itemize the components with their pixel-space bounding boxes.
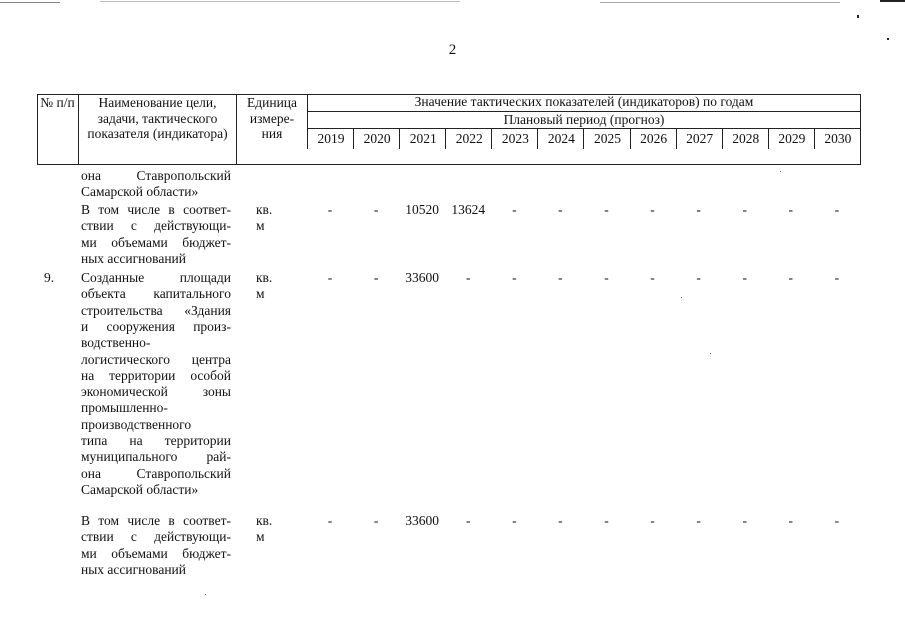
row-value: -	[742, 202, 747, 217]
scan-speck	[681, 297, 682, 298]
row-name-line: ми объемами бюджет-	[81, 234, 231, 250]
row-name-line: логистического центра	[81, 351, 231, 367]
row-unit: кв. м	[256, 513, 273, 545]
row-name-line: и сооружения произ-	[81, 318, 231, 334]
scan-edge-line	[0, 2, 60, 3]
row-value: -	[558, 270, 563, 285]
row-value: -	[696, 202, 701, 217]
row-value: -	[512, 270, 517, 285]
row-value: -	[327, 270, 333, 285]
row-name-line: ствии с действующи-	[81, 529, 231, 545]
row-value: -	[604, 270, 609, 285]
row-value: -	[465, 513, 471, 528]
row-value: -	[696, 513, 701, 528]
header-year: 2023	[491, 128, 538, 149]
row-value: -	[604, 513, 609, 528]
row-value: -	[373, 513, 379, 528]
row-value: -	[327, 513, 333, 528]
row-value: -	[834, 202, 840, 217]
row-value: -	[465, 270, 471, 285]
row-value: -	[788, 202, 794, 217]
header-year: 2019	[307, 128, 354, 149]
scan-speck	[710, 353, 711, 354]
header-values-group: Значение тактических показателей (индикаторов) по годам	[307, 94, 860, 111]
header-year: 2024	[537, 128, 584, 149]
row-name-line: муниципального рай-	[81, 449, 231, 465]
row-name-line: ных ассигнований	[81, 561, 186, 577]
header-period: Плановый период (прогноз)	[307, 111, 860, 128]
scan-corner-mark	[887, 38, 889, 40]
row-value: -	[512, 202, 517, 217]
scan-edge-line	[600, 2, 840, 3]
row-name-line: ми объемами бюджет-	[81, 545, 231, 561]
row-name-line: Самарской области»	[81, 481, 199, 497]
row-value: -	[327, 202, 333, 217]
row-name-line: объекта капитального	[81, 286, 231, 302]
row-value: -	[650, 513, 655, 528]
row-name-line: ствии с действующи-	[81, 218, 231, 234]
row-name-line: В том числе в соответ-	[81, 513, 231, 528]
row-value: 33600	[405, 270, 440, 285]
row-unit: кв. м	[256, 202, 273, 234]
header-year: 2026	[630, 128, 677, 149]
row-value: 10520	[405, 202, 440, 217]
row-value: -	[512, 513, 517, 528]
table-header	[37, 94, 861, 165]
scan-corner-mark	[880, 0, 905, 2]
page-number: 2	[448, 42, 457, 58]
scan-corner-mark	[857, 15, 859, 18]
row-value: -	[788, 270, 794, 285]
row-name-line: В том числе в соответ-	[81, 202, 231, 217]
row-value: -	[696, 270, 701, 285]
row-value: 33600	[405, 513, 440, 528]
header-unit: Единица измере-ния	[236, 94, 307, 164]
row-name-line: ных ассигнований	[81, 250, 186, 266]
row-name-line: экономической зоны	[81, 384, 231, 400]
header-year: 2030	[814, 128, 861, 149]
row-value: -	[742, 270, 747, 285]
header-name: Наименование цели, задачи, тактического показателя (индикатора)	[78, 94, 236, 164]
row-name-line: типа на территории	[81, 433, 231, 448]
header-year: 2027	[676, 128, 723, 149]
row-value: -	[788, 513, 794, 528]
row-name-line: строительства «Здания	[81, 302, 231, 318]
row-value: -	[650, 270, 655, 285]
header-year: 2028	[722, 128, 769, 149]
row-name-line: на территории особой	[81, 367, 231, 383]
row-name-line: Созданные площади	[81, 270, 231, 285]
row-name-line: производственного	[81, 416, 192, 432]
row-value: -	[373, 270, 379, 285]
scan-edge-line	[100, 1, 460, 2]
header-year: 2022	[445, 128, 492, 149]
header-year: 2025	[583, 128, 630, 149]
row-value: -	[558, 202, 563, 217]
row-unit: кв. м	[256, 270, 273, 302]
row-name-line: Самарской области»	[81, 184, 199, 200]
header-year: 2029	[768, 128, 815, 149]
row-value: -	[834, 270, 840, 285]
header-year: 2021	[399, 128, 446, 149]
row-value: -	[558, 513, 563, 528]
row-name-line: водственно-	[81, 335, 151, 351]
row-number: 9.	[44, 270, 55, 285]
row-value: 13624	[451, 202, 486, 217]
row-value: -	[604, 202, 609, 217]
scan-speck	[780, 171, 781, 172]
row-value: -	[373, 202, 379, 217]
row-value: -	[650, 202, 655, 217]
row-name-line: она Ставропольский	[81, 465, 231, 481]
header-year: 2020	[353, 128, 400, 149]
header-num: № п/п	[40, 95, 75, 110]
scan-speck	[205, 594, 206, 595]
row-name-line: она Ставропольский	[81, 168, 231, 183]
row-name-line: промышленно-	[81, 400, 168, 416]
row-value: -	[742, 513, 747, 528]
row-value: -	[834, 513, 840, 528]
